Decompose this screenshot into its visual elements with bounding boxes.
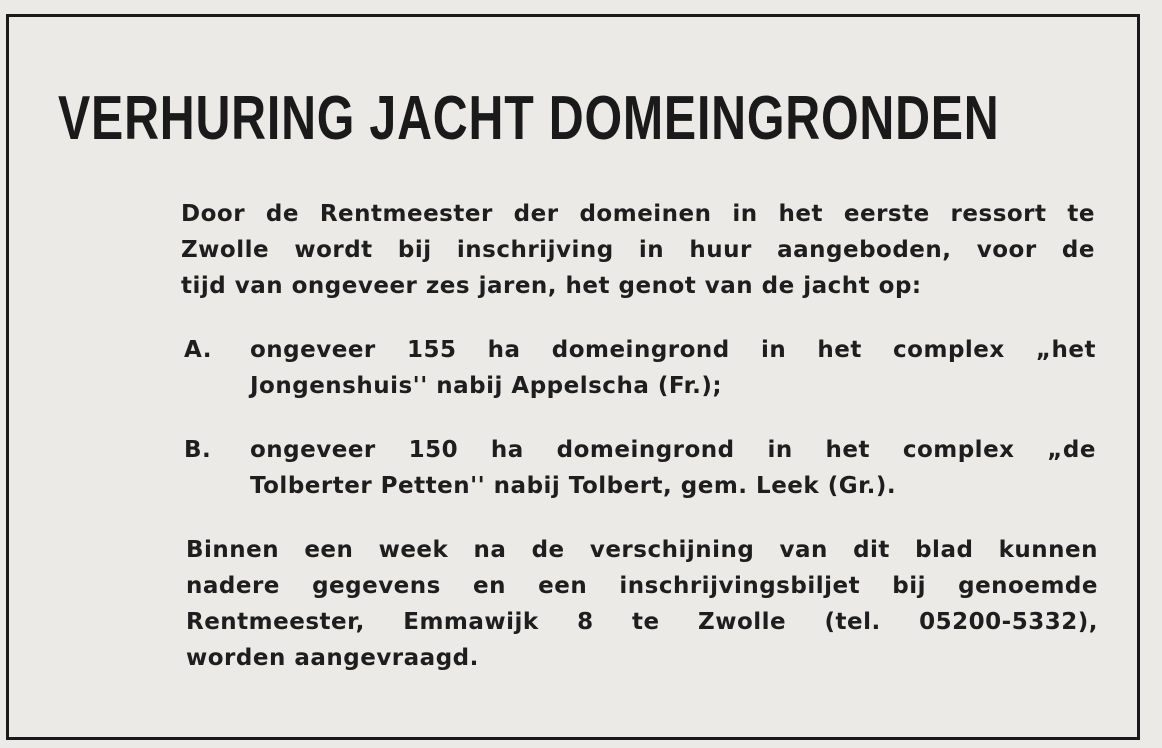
closing-line: Binnen een week na de verschijning van dit blad kunnen (186, 537, 1098, 563)
intro-paragraph (181, 196, 1095, 304)
closing-line: Rentmeester, Emmawijk 8 te Zwolle (tel. 05200-5332), (186, 609, 1098, 635)
list-item-line: Tolberter Petten'' nabij Tolbert, gem. Leek (Gr.). (250, 473, 897, 499)
list-item-marker: A. (184, 337, 212, 363)
intro-line: Door de Rentmeester der domeinen in het eerste ressort te (181, 201, 1095, 227)
list-item-line: ongeveer 150 ha domeingrond in het complex „de (250, 437, 1096, 463)
closing-line: worden aangevraagd. (186, 645, 479, 671)
list-item-marker: B. (184, 437, 212, 463)
intro-line: Zwolle wordt bij inschrijving in huur aangeboden, voor de (181, 237, 1095, 263)
advertisement-headline: VERHURING JACHT DOMEINGRONDEN (58, 84, 1000, 153)
closing-line: nadere gegevens en een inschrijvingsbiljet bij genoemde (186, 573, 1098, 599)
list-item-text (250, 332, 1096, 404)
closing-paragraph (186, 532, 1098, 676)
intro-line: tijd van ongeveer zes jaren, het genot van de jacht op: (181, 273, 922, 299)
list-item-text (250, 432, 1096, 504)
list-item-line: ongeveer 155 ha domeingrond in het complex „het (250, 337, 1096, 363)
list-item-line: Jongenshuis'' nabij Appelscha (Fr.); (250, 373, 723, 399)
